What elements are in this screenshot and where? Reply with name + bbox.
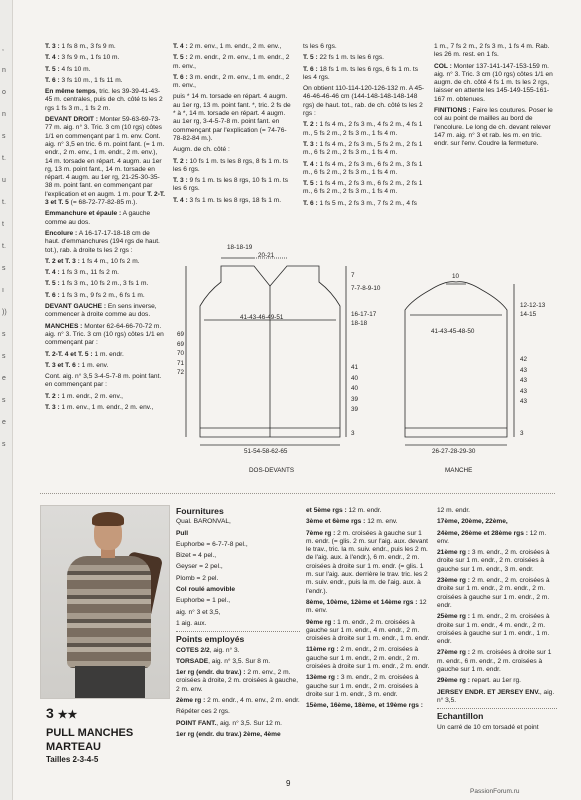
top-col1-paragraph: Emmanchure et épaule : A gauche comme au dos.	[45, 210, 151, 226]
top-col2-paragraph: puis * 14 m. torsade en répart. 4 augm. au 1er rg, 13 m. point fant. *, tric. 2 fs de * à *, 14 m. torsade en répart. 4 augm. au 1er rg, 3-4-5-7-8 m. point fant. en commençant par l'explication (= 74-76-78-82-84 m.).	[173, 93, 291, 142]
bottom-col3-paragraph: 27ème rg : 2 m. croisées à droite sur 1 m. endr., 6 m. endr., 2 m. croisées à gauche sur 1 m. endr.	[437, 649, 552, 674]
edge-letter: ı	[2, 287, 4, 294]
bottom-col1-paragraph: 1er rg (endr. du trav.) 2ème, 4ème	[176, 730, 281, 738]
edge-letter: t.	[2, 243, 6, 250]
top-col3-paragraph: T. 2 : 1 fs 4 m., 2 fs 3 m., 4 fs 2 m., 4 fs 1 m., 5 fs 2 m., 2 fs 3 m., 1 fs 4 m.	[303, 121, 423, 137]
edge-letter: t	[2, 221, 4, 228]
edge-letter: t.	[2, 199, 6, 206]
sleeve-cap-width: 10	[452, 273, 460, 280]
bottom-col1-paragraph: COTES 2/2, aig. n° 3.	[176, 646, 240, 654]
top-col3-paragraph: T. 5 : 22 fs 1 m. ts les 6 rgs.	[303, 54, 384, 62]
edge-letter: e	[2, 375, 6, 382]
bottom-col1-paragraph: Bizet = 4 pel.,	[176, 552, 217, 560]
edge-letter: ))	[2, 309, 7, 316]
top-col1-paragraph: T. 2 : 1 m. endr., 2 m. env.,	[45, 392, 123, 400]
dimension-value: 43	[520, 398, 528, 405]
top-col1-paragraph: DEVANT GAUCHE : En sens inverse, commencer à droite comme au dos.	[45, 303, 157, 319]
bottom-col1-paragraph: Points employés	[176, 631, 300, 643]
sleeve-rib-height: 3	[520, 430, 524, 437]
difficulty-stars: ★★	[57, 709, 78, 721]
edge-letter: s	[2, 441, 6, 448]
bottom-col1-paragraph: POINT FANT., aig. n° 3,5. Sur 12 m.	[176, 719, 282, 727]
edge-letter: o	[2, 89, 6, 96]
bottom-col1-paragraph: TORSADE, aig. n° 3,5. Sur 8 m.	[176, 657, 271, 665]
page-number: 9	[286, 779, 291, 788]
top-col2-paragraph: T. 2 : 10 fs 1 m. ts les 8 rgs, 8 fs 1 m. ts les 6 rgs.	[173, 157, 289, 173]
dimension-value: 43	[520, 377, 528, 384]
dimension-value: 41	[351, 364, 359, 371]
front-armhole-depth-2: 18-18	[351, 320, 368, 327]
top-col2-paragraph: Augm. de ch. côté :	[173, 146, 230, 154]
top-col3-paragraph: T. 6 : 18 fs 1 m. ts les 6 rgs, 6 fs 1 m. ts les 4 rgs.	[303, 65, 419, 81]
dimension-value: 43	[520, 387, 528, 395]
dimension-value: 40	[351, 374, 359, 382]
dimension-value: 42	[520, 356, 528, 363]
edge-letter: s	[2, 331, 6, 338]
top-col4-paragraph: FINITIONS : Faire les coutures. Poser le col au point de mailles au bord de l'encolure. Le long de ch. devant relever 147 m. aig. n° 3 et rab. les m. en tric. endr. sur l'env. Coudre la fermeture.	[434, 107, 553, 148]
sleeve-schematic	[405, 282, 514, 445]
bottom-col3-paragraph: Un carré de 10 cm torsadé et point	[437, 723, 539, 731]
top-col1-paragraph: T. 4 : 1 fs 3 m., 11 fs 2 m.	[45, 269, 119, 277]
front-chest-width: 41-43-46-49-51	[240, 314, 284, 321]
front-rib-height: 3	[351, 430, 355, 437]
bottom-col2-paragraph: 11ème rg : 2 m. endr., 2 m. croisées à gauche sur 1 m. endr., 2 m. endr., 2 m. croisées à droite sur 1 m. endr., 2 m. endr.	[306, 646, 430, 671]
top-col1-paragraph: T. 2-T. 4 et T. 5 : 1 m. endr.	[45, 350, 124, 358]
top-col1-paragraph: T. 6 : 1 fs 3 m., 9 fs 2 m., 6 fs 1 m.	[45, 291, 145, 299]
dimension-value: 40	[351, 385, 359, 392]
top-col1-paragraph: DEVANT DROIT : Monter 59-63-69-73-77 m. aig. n° 3. Tric. 3 cm (10 rgs) côtes 1/1 en commençant par 1 m. env. Cont. aig. n° 3,5 en tric. 6 m. point fant. (= 1 m. endr., 2 m. env., 1 m. endr., 2 m. env.), 14 m. torsade en répart. 4 augm. au 1er rg, 13 m. point fant., 14 m. torsade en répart. 4 augm. au 1er rg, 21-25-30-35-38 m. point fant. en commençant par l'explication et en augm. 1 m. pour T. 2-T. 3 et T. 5 (= 68-72-77-82-85 m.).	[45, 116, 166, 207]
bottom-column-1	[176, 507, 300, 742]
bottom-col3-paragraph: 25ème rg : 1 m. endr., 2 m. croisées à droite sur 1 m. endr., 4 m. endr., 2 m. croisées à gauche sur 1 m. endr., 1 m. endr.	[437, 613, 550, 646]
top-col2-paragraph: T. 4 : 3 fs 1 m. ts les 8 rgs, 18 fs 1 m.	[173, 196, 282, 204]
dimension-value: 39	[351, 395, 359, 403]
dimension-value: 43	[520, 366, 528, 374]
bottom-col1-paragraph: 1 aig. aux.	[176, 619, 207, 627]
top-col4-paragraph: COL : Monter 137-141-147-153-159 m. aig. n° 3. Tric. 3 cm (10 rgs) côtes 1/1 en augm. de ch. côté 4 fs 1 m. ts les 2 rgs, laisser en attente les 145-149-155-161-167 m. obtenues.	[434, 62, 553, 103]
sleeve-upper-width: 41-43-45-48-50	[431, 328, 475, 335]
top-col2-paragraph: T. 3 : 9 fs 1 m. ts les 8 rgs, 10 fs 1 m. ts les 6 rgs.	[173, 177, 289, 193]
bottom-col2-paragraph: 13ème rg : 3 m. endr., 2 m. croisées à gauche sur 1 m. endr., 2 m. croisées à droite sur 1 m. endr., 3 m. endr.	[306, 674, 419, 698]
sleeve-cap-depth: 12-12-13	[520, 302, 546, 309]
edge-letter: u	[2, 177, 6, 184]
dimension-value: 69	[177, 340, 185, 348]
top-col1-paragraph: T. 5 : 1 fs 3 m., 10 fs 2 m., 3 fs 1 m.	[45, 280, 149, 288]
edge-letter: n	[2, 111, 6, 118]
sleeve-bottom-width: 26-27-28-29-30	[432, 448, 476, 455]
top-col3-paragraph: T. 6 : 1 fs 5 m., 2 fs 3 m., 7 fs 2 m., 4 fs	[303, 199, 417, 207]
bottom-col2-paragraph: et 5ème rgs : 12 m. endr.	[306, 507, 382, 514]
top-col1-paragraph: T. 6 : 3 fs 10 m., 1 fs 11 m.	[45, 76, 123, 84]
front-bottom-width: 51-54-58-62-65	[244, 448, 288, 455]
top-col1-paragraph: MANCHES : Monter 62-64-66-70-72 m. aig. n° 3. Tric. 3 cm (10 rgs) côtes 1/1 en commençant par :	[45, 322, 164, 347]
bottom-col1-paragraph: Répéter ces 2 rgs.	[176, 708, 230, 716]
edge-letter: e	[2, 419, 6, 426]
sleeve-cap-depth-2: 14-15	[520, 311, 537, 318]
front-neck-width: 20-21	[258, 252, 275, 259]
edge-letter: s	[2, 133, 6, 140]
bottom-col2-paragraph: 7ème rg : 2 m. croisées à gauche sur 1 m. endr. (= glis. 2 m. sur l'aig. aux. devant le trav., tric. la m. suiv. endr., puis les 2 m. de l'aig. aux. à l'endr.), 6 m. endr., 2 m. croisées à droite sur 1 m. endr. (= glis. 1 m. sur l'aig. aux. derrière le trav. tric. les 2 m. suiv. endr., puis la m. de l'aig. aux. à l'endr.).	[306, 529, 429, 595]
bottom-col3-paragraph: 24ème, 26ème et 28ème rgs : 12 m. env.	[437, 529, 547, 545]
dimension-value: 70	[177, 350, 185, 357]
top-col1-paragraph: T. 2 et T. 3 : 1 fs 4 m., 10 fs 2 m.	[45, 257, 140, 265]
bottom-col2-paragraph: 15ème, 16ème, 18ème, et 19ème rgs :	[306, 702, 423, 710]
top-col3-paragraph: T. 4 : 1 fs 4 m., 2 fs 3 m., 6 fs 2 m., 3 fs 1 m., 6 fs 2 m., 2 fs 3 m., 1 fs 4 m.	[303, 160, 423, 176]
bottom-col1-paragraph: Qual. BARONVAL,	[176, 518, 231, 526]
top-col1-paragraph: En même temps, tric. les 39-39-41-43-45 m. centrales, puis de ch. côté ts les 2 rgs 1 fs 3 m., 1 fs 2 m.	[45, 88, 163, 112]
section-divider	[40, 493, 555, 494]
top-col2-paragraph: T. 4 : 2 m. env., 1 m. endr., 2 m. env.,	[173, 43, 282, 50]
top-col3-paragraph: On obtient 110-114-120-126-132 m. A 45-46-46-46-46 cm (144-148-148-148-148 rgs) de haut. tot., rab. de ch. côté ts les 2 rgs :	[303, 85, 425, 118]
bottom-col1-paragraph: aig. n° 3 et 3,5,	[176, 608, 221, 616]
top-col3-paragraph: T. 3 : 1 fs 4 m., 2 fs 3 m., 5 fs 2 m., 2 fs 1 m., 6 fs 2 m., 2 fs 3 m., 1 fs 4 m.	[303, 140, 423, 157]
bottom-col3-paragraph: 29ème rg : repart. au 1er rg.	[437, 677, 521, 685]
dimension-value: 39	[351, 406, 359, 413]
edge-letter: s	[2, 353, 6, 360]
edge-letter: ,	[2, 45, 4, 52]
top-col4-paragraph: 1 m., 7 fs 2 m., 2 fs 3 m., 1 fs 4 m. Rab. les 26 m. rest. en 1 fs.	[434, 43, 550, 59]
edge-letter: s	[2, 397, 6, 404]
front-top-width: 18-18-19	[227, 244, 253, 251]
front-length-to-arm	[351, 363, 358, 416]
bottom-col1-paragraph: Fournitures	[176, 506, 224, 516]
top-col2-paragraph: T. 5 : 2 m. endr., 2 m. env., 1 m. endr., 2 m. env.,	[173, 54, 290, 70]
front-armhole-depth: 16-17-17	[351, 311, 377, 318]
top-col1-paragraph: Encolure : A 16-17-17-18-18 cm de haut. d'emmanchures (194 rgs de haut. tot.), rab. à droite ts les 2 rgs :	[45, 229, 160, 254]
top-col1-paragraph: T. 3 et T. 6 : 1 m. env.	[45, 361, 109, 369]
project-title-line1: PULL MANCHES	[46, 727, 134, 739]
front-shoulder-drop: 7	[351, 272, 355, 279]
edge-letter: n	[2, 67, 6, 74]
bottom-col3-paragraph: 12 m. endr.	[437, 507, 470, 514]
front-back-schematic	[186, 258, 346, 445]
bottom-col2-paragraph: 8ème, 10ème, 12ème et 14ème rgs : 12 m. env.	[306, 598, 427, 615]
top-col1-paragraph: T. 5 : 4 fs 10 m.	[45, 65, 91, 73]
bottom-col3-paragraph: Echantillon	[437, 708, 557, 720]
model-pants	[75, 666, 145, 699]
top-col1-paragraph: T. 3 : 1 m. env., 1 m. endr., 2 m. env.,	[45, 403, 154, 411]
top-col1-paragraph: Cont. aig. n° 3,5 3-4-5-7-8 m. point fant. en commençant par :	[45, 373, 162, 389]
bottom-col3-paragraph: 17ème, 20ème, 22ème,	[437, 518, 508, 526]
edge-letter: t.	[2, 155, 6, 162]
bottom-col1-paragraph: Euphorbe = 6-7-7-8 pel.,	[176, 540, 248, 548]
bottom-col1-paragraph: 1er rg (endr. du trav.) : 2 m. env., 2 m. croisées à droite, 2 m. croisées à gauche, 2 m. env.	[176, 669, 299, 693]
bottom-col1-paragraph: Geyser = 2 pel.,	[176, 563, 223, 571]
watermark: PassionForum.ru	[470, 788, 520, 795]
dimension-value: 69	[177, 331, 185, 338]
bottom-col2-paragraph: 3ème et 6ème rgs : 12 m. env.	[306, 518, 398, 526]
front-neck-depth: 7-7-8-9-10	[351, 285, 381, 292]
sleeve-length	[520, 355, 527, 408]
top-col1-paragraph: T. 3 : 1 fs 8 m., 3 fs 9 m.	[45, 43, 116, 50]
bottom-column-2	[306, 507, 430, 714]
front-height-total	[177, 330, 184, 378]
bottom-col3-paragraph: JERSEY ENDR. ET JERSEY ENV., aig. n° 3,5.	[437, 688, 555, 704]
top-col2-paragraph: T. 6 : 3 m. endr., 2 m. env., 1 m. endr., 2 m. env.,	[173, 73, 290, 90]
bottom-col3-paragraph: 23ème rg : 2 m. endr., 2 m. croisées à droite sur 1 m. endr., 2 m. endr., 2 m. croisées à gauche sur 1 m. endr., 2 m. endr.	[437, 577, 550, 609]
bottom-col1-paragraph: Pull	[176, 529, 189, 537]
bottom-col3-paragraph: 21ème rg : 3 m. endr., 2 m. croisées à droite sur 1 m. endr., 2 m. croisées à gauche sur 1 m. endr., 3 m. endr.	[437, 549, 550, 573]
model-hair	[92, 512, 124, 526]
dimension-value: 71	[177, 359, 185, 367]
dimension-value: 72	[177, 369, 185, 376]
edge-letter: s	[2, 265, 6, 272]
project-number: 3 ★★	[46, 705, 78, 721]
front-label: DOS-DEVANTS	[249, 467, 295, 474]
bottom-col1-paragraph: Euphorbe = 1 pel.,	[176, 597, 231, 605]
bottom-col1-paragraph: 2ème rg : 2 m. endr., 4 m. env., 2 m. endr.	[176, 697, 300, 705]
bottom-col1-paragraph: Col roulé amovible	[176, 586, 235, 594]
top-col3-paragraph: ts les 6 rgs.	[303, 43, 337, 50]
model-photo	[40, 505, 170, 699]
striped-sweater	[67, 556, 151, 668]
project-sizes: Tailles 2-3-4-5	[46, 755, 99, 764]
top-col1-paragraph: T. 4 : 3 fs 9 m., 1 fs 10 m.	[45, 54, 120, 62]
project-title-line2: MARTEAU	[46, 741, 101, 753]
bottom-col1-paragraph: Plomb = 2 pel.	[176, 574, 219, 582]
top-col3-paragraph: T. 5 : 1 fs 4 m., 2 fs 3 m., 6 fs 2 m., 2 fs 1 m., 6 fs 2 m., 2 fs 3 m., 1 fs 4 m.	[303, 180, 423, 196]
bottom-col2-paragraph: 9ème rg : 1 m. endr., 2 m. croisées à gauche sur 1 m. endr., 4 m. endr., 2 m. croisées à droite sur 1 m. endr., 1 m. endr.	[306, 618, 430, 643]
bottom-column-3	[437, 507, 557, 735]
sleeve-label: MANCHE	[445, 467, 473, 474]
